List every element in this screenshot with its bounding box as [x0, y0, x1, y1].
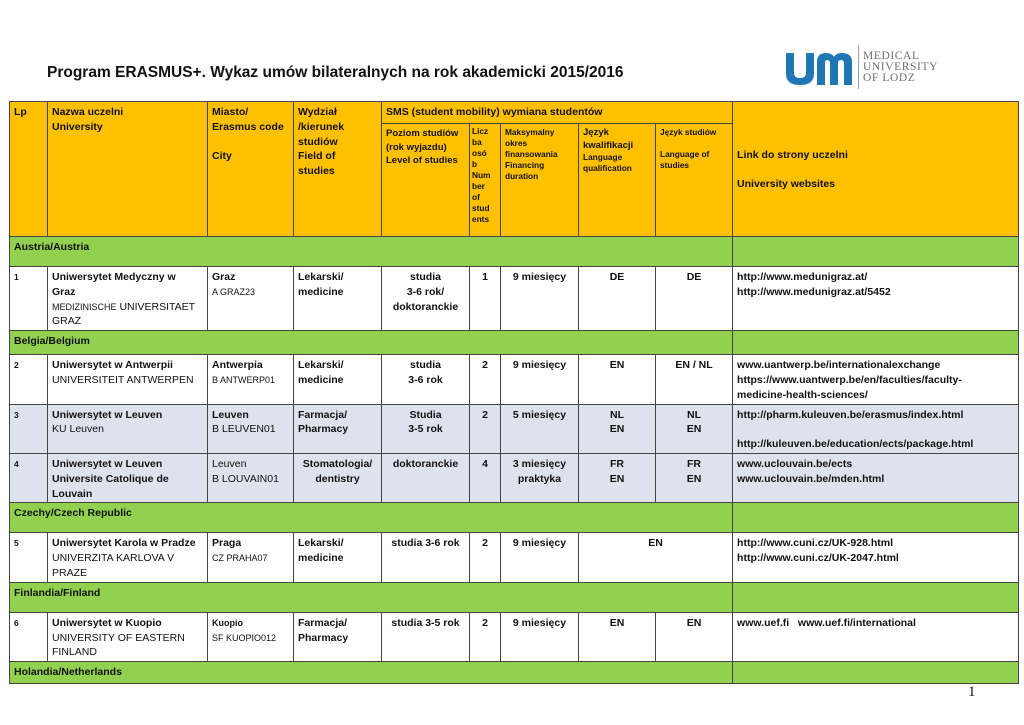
city-cell: Kuopio SF KUOPIO012: [208, 612, 294, 661]
city-cell: Antwerpia B ANTWERP01: [208, 355, 294, 404]
logo-divider: [858, 45, 859, 89]
section-row-netherlands: Holandia/Netherlands: [10, 662, 1019, 684]
website-link[interactable]: http://www.medunigraz.at/: [737, 271, 868, 283]
faculty-cell: Lekarski/ medicine: [294, 355, 382, 404]
header-lp: Lp: [10, 102, 48, 237]
link-cell: [733, 453, 1019, 502]
section-row-finland: Finlandia/Finland: [10, 582, 1019, 612]
faculty-cell: Farmacja/ Pharmacy: [294, 612, 382, 661]
faculty-cell: Farmacja/ Pharmacy: [294, 404, 382, 453]
page-number: 1: [968, 684, 976, 700]
logo-text-of-lodz: OF LODZ: [863, 72, 916, 84]
table-row: 3 Uniwersytet w Leuven KU Leuven Leuven B LEUVEN01 Farmacja/ Pharmacy Studia 3-5 rok 2 5 miesięcy NL EN NL EN http://pharm.kuleuven.be/erasmus/index.html http://kuleuven.be/education/ects/package.html: [10, 404, 1019, 453]
university-cell: Uniwersytet Karola w Pradze UNIVERZITA KARLOVA V PRAZE: [48, 533, 208, 582]
city-cell: Graz A GRAZ23: [208, 267, 294, 331]
table-row: 6 Uniwersytet w Kuopio UNIVERSITY OF EASTERN FINLAND Kuopio SF KUOPIO012 Farmacja/ Pharmacy studia 3-5 rok 2 9 miesięcy EN EN www.uef.fi www.uef.fi/international: [10, 612, 1019, 661]
link-cell: [733, 404, 1019, 453]
university-cell: Uniwersytet Medyczny w Graz MEDIZINISCHE UNIVERSITAET GRAZ: [48, 267, 208, 331]
page-title: Program ERASMUS+. Wykaz umów bilateralnych na rok akademicki 2015/2016: [47, 64, 624, 81]
header-qualification-language: Język kwalifikacji Language qualification: [579, 124, 656, 237]
header-duration: Maksymalny okres finansowania Financing duration: [501, 124, 579, 237]
faculty-cell: Lekarski/ medicine: [294, 533, 382, 582]
city-cell: Leuven B LOUVAIN01: [208, 453, 294, 502]
university-cell: Uniwersytet w Kuopio UNIVERSITY OF EASTERN FINLAND: [48, 612, 208, 661]
website-link[interactable]: www.uef.fi www.uef.fi/international: [737, 616, 916, 629]
website-link[interactable]: http://pharm.kuleuven.be/erasmus/index.html: [737, 408, 964, 421]
header-level: Poziom studiów (rok wyjazdu) Level of studies: [382, 124, 470, 237]
header-faculty: Wydział /kierunek studiów Field of studies: [294, 102, 382, 237]
website-link[interactable]: www.uclouvain.be/ects: [737, 457, 853, 470]
section-row-belgium: Belgia/Belgium: [10, 331, 1019, 355]
header-study-language: Język studiów Language of studies: [656, 124, 733, 237]
header-university: Nazwa uczelni University: [48, 102, 208, 237]
table-row: 2 Uniwersytet w Antwerpii UNIVERSITEIT ANTWERPEN Antwerpia B ANTWERP01 Lekarski/ medicine studia 3-6 rok 2 9 miesięcy EN EN / NL www.uantwerp.be/internationalexchange https://www.uantwerp.be/en/faculties/faculty- medicine-health-sciences/: [10, 355, 1019, 404]
website-link[interactable]: http://www.cuni.cz/UK-928.html: [737, 537, 893, 550]
city-cell: Leuven B LEUVEN01: [208, 404, 294, 453]
header-count: Licz ba osó b Num ber of stud ents: [470, 124, 501, 237]
link-cell: [733, 267, 1019, 331]
level-cell: doktoranckie: [382, 453, 470, 502]
header-link: Link do strony uczelni University websites: [733, 102, 1019, 237]
website-link[interactable]: www.uantwerp.be/internationalexchange: [737, 359, 941, 372]
section-row-czech: Czechy/Czech Republic: [10, 503, 1019, 533]
level-cell: Studia 3-5 rok: [382, 404, 470, 453]
university-cell: Uniwersytet w Antwerpii UNIVERSITEIT ANTWERPEN: [48, 355, 208, 404]
table-row: 1 Uniwersytet Medyczny w Graz MEDIZINISCHE UNIVERSITAET GRAZ Graz A GRAZ23 Lekarski/ medicine studia 3-6 rok/ doktoranckie 1 9 miesięcy DE DE http://www.medunigraz.at/ http://www.medunigraz.at/5452: [10, 267, 1019, 331]
level-cell: studia 3-6 rok: [382, 355, 470, 404]
agreements-table: [9, 101, 1019, 684]
header-sms: SMS (student mobility) wymiana studentów: [382, 102, 733, 124]
um-logo-icon: [786, 49, 852, 85]
university-logo: [786, 43, 946, 91]
table-header-row: [10, 102, 1019, 124]
link-cell: [733, 533, 1019, 582]
logo-text-university: UNIVERSITY: [863, 61, 938, 73]
header-city: Miasto/ Erasmus code City: [208, 102, 294, 237]
table-row: 5 Uniwersytet Karola w Pradze UNIVERZITA KARLOVA V PRAZE Praga CZ PRAHA07 Lekarski/ medicine studia 3-6 rok 2 9 miesięcy EN http://www.cuni.cz/UK-928.html http://www.cuni.cz/UK-2047.html: [10, 533, 1019, 582]
website-link[interactable]: http://www.cuni.cz/UK-2047.html: [737, 552, 899, 565]
level-cell: studia 3-6 rok/ doktoranckie: [382, 267, 470, 331]
university-cell: Uniwersytet w Leuven KU Leuven: [48, 404, 208, 453]
link-cell: www.uantwerp.be/internationalexchange https://www.uantwerp.be/en/faculties/faculty- medicine-health-sciences/: [733, 355, 1019, 404]
faculty-cell: Stomatologia/ dentistry: [294, 453, 382, 502]
city-cell: Praga CZ PRAHA07: [208, 533, 294, 582]
website-link[interactable]: https://www.uantwerp.be/en/faculties/faculty-: [737, 373, 962, 386]
university-cell: Uniwersytet w Leuven Universite Catolique de Louvain: [48, 453, 208, 502]
link-cell: [733, 612, 1019, 661]
website-link[interactable]: http://kuleuven.be/education/ects/package.html: [737, 438, 974, 451]
logo-text-medical: MEDICAL: [863, 50, 920, 62]
table-row: 4 Uniwersytet w Leuven Universite Catolique de Louvain Leuven B LOUVAIN01 Stomatologia/ dentistry doktoranckie 4 3 miesięcy praktyka FR EN FR EN www.uclouvain.be/ects www.uclouvain.be/mden.html: [10, 453, 1019, 502]
website-link[interactable]: http://www.medunigraz.at/5452: [737, 285, 891, 298]
faculty-cell: Lekarski/ medicine: [294, 267, 382, 331]
section-row-austria: Austria/Austria: [10, 237, 1019, 267]
website-link[interactable]: www.uclouvain.be/mden.html: [737, 472, 885, 485]
